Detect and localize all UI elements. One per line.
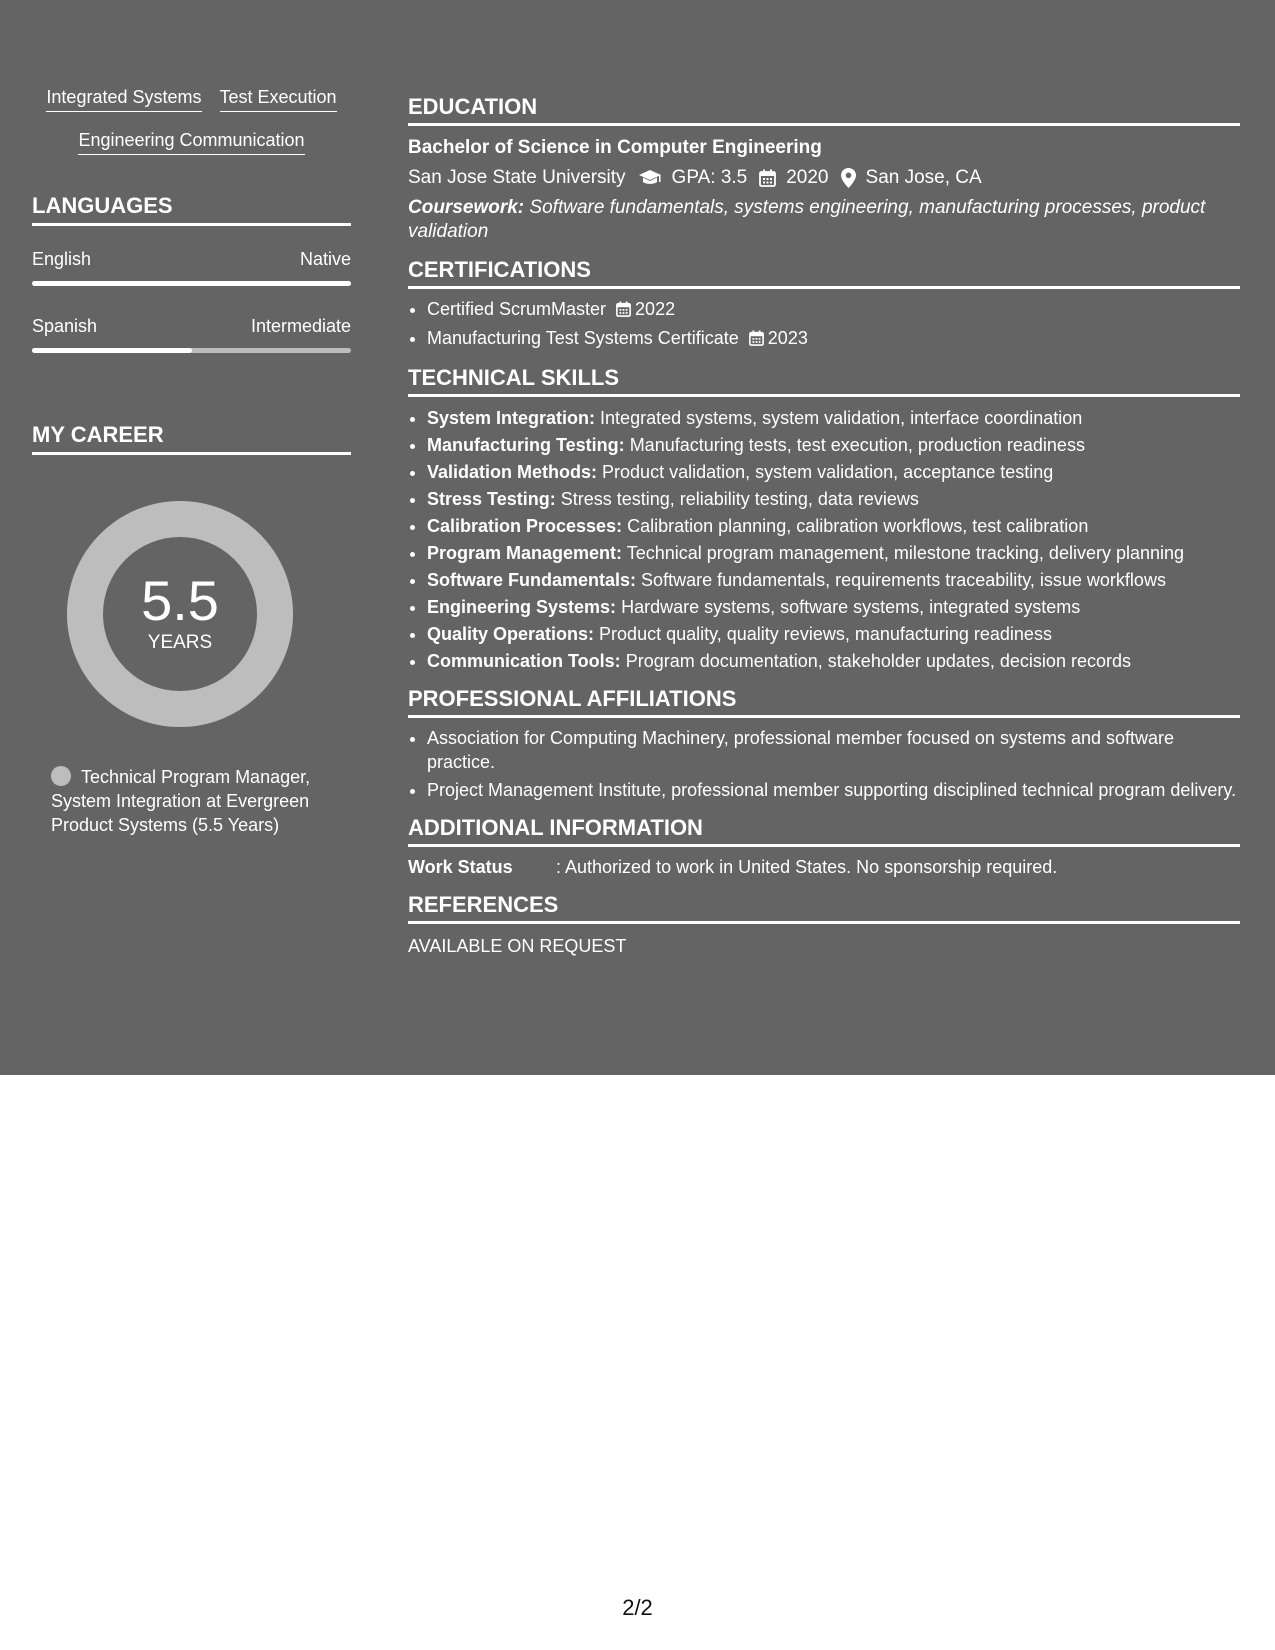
certifications-list xyxy=(408,297,1240,352)
language-name: English xyxy=(32,249,92,269)
skill-item xyxy=(427,622,1240,646)
coursework-text: Software fundamentals, systems engineering, manufacturing processes, product validation xyxy=(408,197,1206,242)
affiliation-item: • Association for Computing Machinery, professional member focused on systems and software practice. xyxy=(427,726,1240,774)
tag-row-1 xyxy=(32,86,351,112)
education-meta xyxy=(408,166,1240,190)
skill-text: Calibration planning, calibration workflows, test calibration xyxy=(627,516,1089,536)
skill-label: Software Fundamentals: xyxy=(427,570,637,590)
calendar-icon xyxy=(749,328,764,352)
certification-year: 2023 xyxy=(767,328,808,348)
degree-title: Bachelor of Science in Computer Engineering xyxy=(408,137,822,158)
career-section xyxy=(32,422,351,837)
references-heading: REFERENCES xyxy=(408,892,1240,924)
career-legend-item xyxy=(51,765,331,837)
career-heading: MY CAREER xyxy=(32,422,351,455)
tag: Engineering Communication xyxy=(78,129,304,155)
language-level: Native xyxy=(299,249,351,269)
skill-tags xyxy=(32,86,351,155)
skill-text: Product validation, system validation, acceptance testing xyxy=(602,462,1054,482)
left-column xyxy=(32,86,351,837)
skill-text: Software fundamentals, requirements traceability, issue workflows xyxy=(641,570,1166,590)
career-total-years: 5.5 xyxy=(141,569,219,632)
legend-dot-icon xyxy=(51,766,71,786)
skill-label: Communication Tools: xyxy=(427,651,621,671)
certification-year: 2022 xyxy=(635,299,676,319)
gpa: GPA: 3.5 xyxy=(671,167,748,188)
skill-text: Integrated systems, system validation, interface coordination xyxy=(600,408,1083,428)
language-item-spanish xyxy=(32,315,351,353)
skill-text: Hardware systems, software systems, integrated systems xyxy=(621,597,1081,617)
language-item-english xyxy=(32,248,351,286)
right-column xyxy=(408,94,1240,958)
skill-text: Product quality, quality reviews, manufacturing readiness xyxy=(599,624,1052,644)
work-status-label: Work Status xyxy=(408,857,513,877)
page-number: 2/2 xyxy=(622,1595,653,1620)
certification-item xyxy=(427,326,1240,352)
certifications-section xyxy=(408,257,1240,352)
career-legend-text: Technical Program Manager, System Integration at Evergreen Product Systems (5.5 Years) xyxy=(51,767,311,835)
skill-text: Program documentation, stakeholder updates, decision records xyxy=(625,651,1131,671)
skills-list xyxy=(408,406,1240,673)
education-heading: EDUCATION xyxy=(408,94,1240,126)
skill-item xyxy=(427,433,1240,457)
skill-item xyxy=(427,460,1240,484)
skill-label: Program Management: xyxy=(427,543,623,563)
references-text: AVAILABLE ON REQUEST xyxy=(408,936,627,956)
additional-info-section xyxy=(408,815,1240,879)
affiliation-item: • Project Management Institute, professional member supporting disciplined technical program delivery. xyxy=(427,778,1240,802)
skill-label: System Integration: xyxy=(427,408,596,428)
calendar-icon xyxy=(616,299,631,323)
skill-label: Calibration Processes: xyxy=(427,516,623,536)
skill-item xyxy=(427,541,1240,565)
work-status-value: : Authorized to work in United States. No sponsorship required. xyxy=(556,857,1058,877)
school-name: San Jose State University xyxy=(408,167,626,188)
career-donut-chart xyxy=(67,501,293,727)
skill-item xyxy=(427,649,1240,673)
language-bar-fill xyxy=(32,348,192,353)
languages-section xyxy=(32,193,351,353)
skill-label: Quality Operations: xyxy=(427,624,595,644)
additional-info-heading: ADDITIONAL INFORMATION xyxy=(408,815,1240,847)
skill-label: Validation Methods: xyxy=(427,462,598,482)
skills-heading: TECHNICAL SKILLS xyxy=(408,365,1240,397)
certification-name: Certified ScrumMaster xyxy=(427,299,607,319)
skill-label: Stress Testing: xyxy=(427,489,556,509)
certifications-heading: CERTIFICATIONS xyxy=(408,257,1240,289)
skill-text: Manufacturing tests, test execution, production readiness xyxy=(629,435,1085,455)
graduation-cap-icon xyxy=(638,169,662,187)
skill-text: Technical program management, milestone tracking, delivery planning xyxy=(626,543,1185,563)
certification-name: Manufacturing Test Systems Certificate xyxy=(427,328,739,348)
coursework xyxy=(408,196,1240,244)
skill-item xyxy=(427,514,1240,538)
language-level: Intermediate xyxy=(250,316,351,336)
affiliations-section xyxy=(408,686,1240,802)
career-total-unit: YEARS xyxy=(147,632,213,653)
tag-row-2 xyxy=(32,129,351,155)
language-name: Spanish xyxy=(32,316,98,336)
tag: Test Execution xyxy=(220,86,337,112)
tag: Integrated Systems xyxy=(46,86,201,112)
skill-label: Engineering Systems: xyxy=(427,597,617,617)
references-section xyxy=(408,892,1240,958)
language-bar xyxy=(32,348,351,353)
skill-item xyxy=(427,595,1240,619)
certification-item xyxy=(427,297,1240,323)
school-location: San Jose, CA xyxy=(865,167,982,188)
skill-label: Manufacturing Testing: xyxy=(427,435,625,455)
skill-item xyxy=(427,568,1240,592)
affiliations-list xyxy=(408,726,1240,802)
skill-item xyxy=(427,487,1240,511)
language-bar-fill xyxy=(32,281,351,286)
language-bar xyxy=(32,281,351,286)
education-section xyxy=(408,94,1240,244)
work-status-row xyxy=(408,855,1240,879)
skills-section xyxy=(408,365,1240,673)
calendar-icon xyxy=(759,169,776,187)
languages-heading: LANGUAGES xyxy=(32,193,351,226)
affiliations-heading: PROFESSIONAL AFFILIATIONS xyxy=(408,686,1240,718)
location-pin-icon xyxy=(841,168,856,188)
skill-text: Stress testing, reliability testing, data reviews xyxy=(560,489,919,509)
skill-item xyxy=(427,406,1240,430)
graduation-year: 2020 xyxy=(786,167,829,188)
coursework-label: Coursework: xyxy=(408,197,525,218)
